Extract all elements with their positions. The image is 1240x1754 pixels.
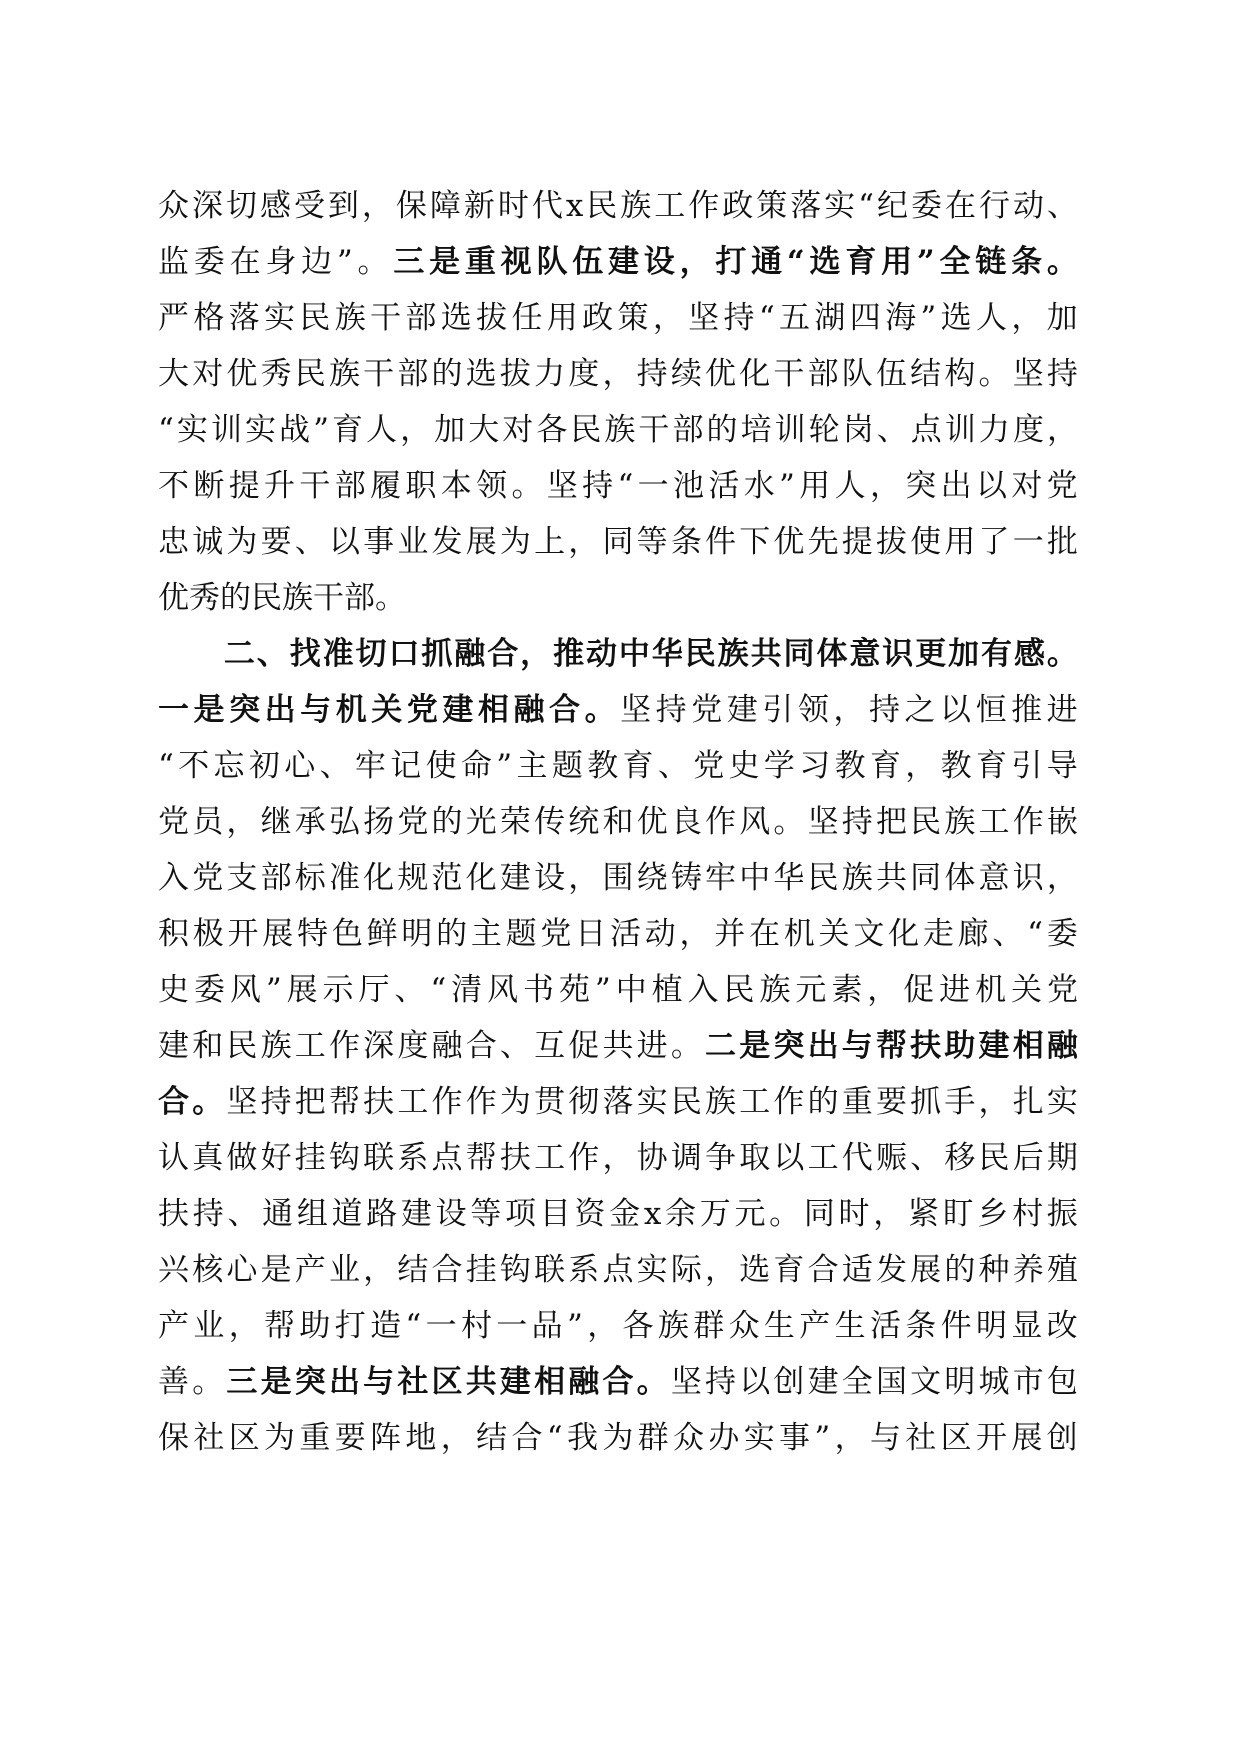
text-line: 扶 持 、 通 组 道 路 建 设 等 项 目 资 金 x 余 万 元 。 同 时 ， 紧 盯 乡 村 振 [158,1196,1078,1232]
text-line: 二 、 找 准 切 口 抓 融 合 ， 推 动 中 华 民 族 共 同 体 意 识 更 加 有 感 。 [223,636,1078,672]
text-line: 建 和 民 族 工 作 深 度 融 合 、 互 促 共 进 。 二 是 突 出 与 帮 扶 助 建 相 融 [158,1028,1078,1064]
text-line: 善 。 三 是 突 出 与 社 区 共 建 相 融 合 。 坚 持 以 创 建 全 国 文 明 城 市 包 [158,1364,1078,1400]
text-line: 众 深 切 感 受 到 ， 保 障 新 时 代 x 民 族 工 作 政 策 落 实 “ 纪 委 在 行 动 、 [158,188,1078,224]
text-line: 积 极 开 展 特 色 鲜 明 的 主 题 党 日 活 动 ， 并 在 机 关 文 化 走 廊 、 “ 委 [158,916,1078,952]
text-line: 优 秀 的 民 族 干 部 。 [158,580,406,616]
text-line: “ 不 忘 初 心 、 牢 记 使 命 ” 主 题 教 育 、 党 史 学 习 教 育 ， 教 育 引 导 [158,748,1078,784]
text-line: 一 是 突 出 与 机 关 党 建 相 融 合 。 坚 持 党 建 引 领 ， 持 之 以 恒 推 进 [158,692,1078,728]
text-line: 忠 诚 为 要 、 以 事 业 发 展 为 上 ， 同 等 条 件 下 优 先 提 拔 使 用 了 一 批 [158,524,1078,560]
text-line: 合 。 坚 持 把 帮 扶 工 作 作 为 贯 彻 落 实 民 族 工 作 的 重 要 抓 手 ， 扎 实 [158,1084,1078,1120]
text-line: 大 对 优 秀 民 族 干 部 的 选 拔 力 度 ， 持 续 优 化 干 部 队 伍 结 构 。 坚 持 [158,356,1078,392]
text-line: 监 委 在 身 边 ” 。 三 是 重 视 队 伍 建 设 ， 打 通 “ 选 育 用 ” 全 链 条 。 [158,244,1078,280]
text-line: 严 格 落 实 民 族 干 部 选 拔 任 用 政 策 ， 坚 持 “ 五 湖 四 海 ” 选 人 ， 加 [158,300,1078,336]
text-line: 入 党 支 部 标 准 化 规 范 化 建 设 ， 围 绕 铸 牢 中 华 民 族 共 同 体 意 识 ， [158,860,1078,896]
text-line: 产 业 ， 帮 助 打 造 “ 一 村 一 品 ” ， 各 族 群 众 生 产 生 活 条 件 明 显 改 [158,1308,1078,1344]
text-line: 保 社 区 为 重 要 阵 地 ， 结 合 “ 我 为 群 众 办 实 事 ” ， 与 社 区 开 展 创 [158,1420,1078,1456]
text-line: 不 断 提 升 干 部 履 职 本 领 。 坚 持 “ 一 池 活 水 ” 用 人 ， 突 出 以 对 党 [158,468,1078,504]
text-line: 党 员 ， 继 承 弘 扬 党 的 光 荣 传 统 和 优 良 作 风 。 坚 持 把 民 族 工 作 嵌 [158,804,1078,840]
text-line: 史 委 风 ” 展 示 厅 、 “ 清 风 书 苑 ” 中 植 入 民 族 元 素 ， 促 进 机 关 党 [158,972,1078,1008]
document-body [158,178,1078,1466]
text-line: 兴 核 心 是 产 业 ， 结 合 挂 钩 联 系 点 实 际 ， 选 育 合 适 发 展 的 种 养 殖 [158,1252,1078,1288]
text-line: “ 实 训 实 战 ” 育 人 ， 加 大 对 各 民 族 干 部 的 培 训 轮 岗 、 点 训 力 度 ， [158,412,1078,448]
text-line: 认 真 做 好 挂 钩 联 系 点 帮 扶 工 作 ， 协 调 争 取 以 工 代 赈 、 移 民 后 期 [158,1140,1078,1176]
